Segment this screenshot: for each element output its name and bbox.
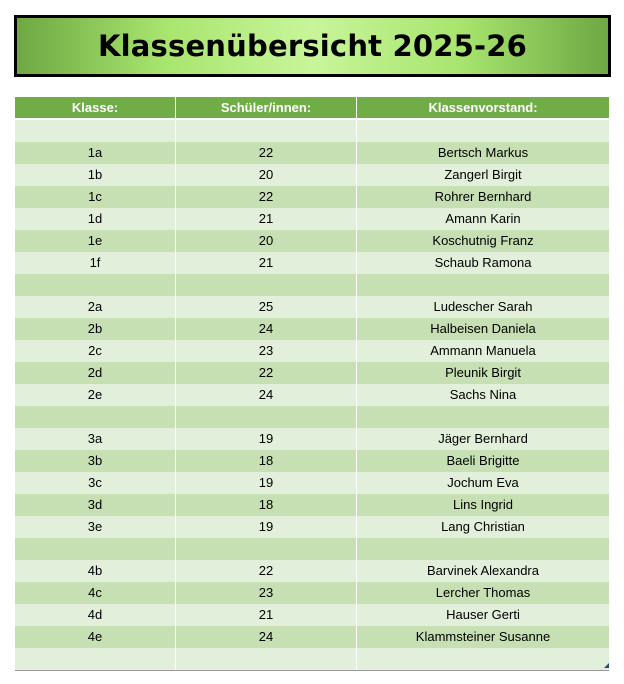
- cell-klasse[interactable]: [15, 648, 176, 670]
- cell-schueler[interactable]: 21: [176, 604, 357, 626]
- cell-klasse[interactable]: [15, 120, 176, 142]
- cell-schueler[interactable]: 24: [176, 384, 357, 406]
- table-row-blank: [15, 538, 609, 560]
- cell-klasse[interactable]: 1c: [15, 186, 176, 208]
- table-body: [15, 120, 609, 670]
- cell-klassenvorstand[interactable]: Barvinek Alexandra: [426, 563, 539, 578]
- cell-schueler[interactable]: 18: [176, 494, 357, 516]
- cell-klasse[interactable]: 2b: [15, 318, 176, 340]
- cell-klasse[interactable]: 1f: [15, 252, 176, 274]
- cell-klassenvorstand[interactable]: Bertsch Markus: [437, 145, 529, 160]
- cell-klassenvorstand[interactable]: Amann Karin: [445, 211, 521, 226]
- cell-schueler[interactable]: [176, 648, 357, 670]
- cell-klasse[interactable]: 2c: [15, 340, 176, 362]
- cell-klassenvorstand[interactable]: Halbeisen Daniela: [430, 321, 536, 336]
- cell-schueler[interactable]: 19: [176, 472, 357, 494]
- table-row: [15, 296, 609, 318]
- cell-klassenvorstand[interactable]: Pleunik Birgit: [445, 365, 521, 380]
- cell-klassenvorstand[interactable]: Baeli Brigitte: [446, 453, 520, 468]
- cell-schueler[interactable]: 22: [176, 186, 357, 208]
- cell-klasse[interactable]: 3d: [15, 494, 176, 516]
- title-banner: [14, 15, 611, 77]
- table-row: [15, 604, 609, 626]
- cell-schueler[interactable]: [176, 120, 357, 142]
- table-row: [15, 340, 609, 362]
- cell-klasse[interactable]: 3b: [15, 450, 176, 472]
- table-row-blank: [15, 274, 609, 296]
- cell-klasse[interactable]: 4e: [15, 626, 176, 648]
- cell-klassenvorstand[interactable]: [357, 274, 609, 296]
- table-row-blank: [15, 120, 609, 142]
- cell-klassenvorstand[interactable]: Lercher Thomas: [435, 585, 531, 600]
- cell-schueler[interactable]: 18: [176, 450, 357, 472]
- table-row: [15, 164, 609, 186]
- cell-schueler[interactable]: [176, 274, 357, 296]
- table-row: [15, 186, 609, 208]
- table-row: [15, 472, 609, 494]
- cell-schueler[interactable]: 19: [176, 428, 357, 450]
- table-row: [15, 142, 609, 164]
- cell-schueler[interactable]: 20: [176, 230, 357, 252]
- class-table: [15, 97, 609, 671]
- cell-klassenvorstand[interactable]: Ludescher Sarah: [433, 299, 533, 314]
- table-row-blank: [15, 648, 609, 670]
- cell-klassenvorstand[interactable]: Ammann Manuela: [430, 343, 536, 358]
- table-row: [15, 362, 609, 384]
- table-row: [15, 560, 609, 582]
- cell-klasse[interactable]: 4d: [15, 604, 176, 626]
- cell-klasse[interactable]: [15, 274, 176, 296]
- header-schueler[interactable]: Schüler/innen:: [176, 97, 357, 118]
- page-title: Klassenübersicht 2025-26: [97, 29, 528, 63]
- cell-klasse[interactable]: 1b: [15, 164, 176, 186]
- cell-schueler[interactable]: 22: [176, 142, 357, 164]
- cell-klassenvorstand[interactable]: Lins Ingrid: [453, 497, 513, 512]
- table-row: [15, 494, 609, 516]
- table-header-row: [15, 97, 609, 120]
- cell-klassenvorstand[interactable]: [357, 648, 609, 670]
- cell-klasse[interactable]: 1e: [15, 230, 176, 252]
- cell-schueler[interactable]: 22: [176, 362, 357, 384]
- cell-klassenvorstand[interactable]: Koschutnig Franz: [432, 233, 534, 248]
- cell-klassenvorstand[interactable]: Lang Christian: [441, 519, 525, 534]
- cell-schueler[interactable]: 23: [176, 340, 357, 362]
- cell-schueler[interactable]: 24: [176, 626, 357, 648]
- cell-klassenvorstand[interactable]: [357, 406, 609, 428]
- cell-klasse[interactable]: 3a: [15, 428, 176, 450]
- cell-klasse[interactable]: 2a: [15, 296, 176, 318]
- cell-schueler[interactable]: 24: [176, 318, 357, 340]
- cell-schueler[interactable]: 21: [176, 252, 357, 274]
- table-row: [15, 252, 609, 274]
- table-row: [15, 516, 609, 538]
- header-klasse[interactable]: Klasse:: [15, 97, 176, 118]
- cell-klasse[interactable]: 1d: [15, 208, 176, 230]
- cell-klassenvorstand[interactable]: Schaub Ramona: [434, 255, 532, 270]
- cell-klassenvorstand[interactable]: Jochum Eva: [447, 475, 519, 490]
- cell-klasse[interactable]: 2e: [15, 384, 176, 406]
- cell-klasse[interactable]: [15, 406, 176, 428]
- table-row: [15, 428, 609, 450]
- cell-klassenvorstand[interactable]: Sachs Nina: [449, 387, 517, 402]
- cell-schueler[interactable]: [176, 538, 357, 560]
- header-klassenvorstand[interactable]: Klassenvorstand:: [428, 100, 538, 115]
- cell-klasse[interactable]: 1a: [15, 142, 176, 164]
- cell-schueler[interactable]: 23: [176, 582, 357, 604]
- table-row: [15, 582, 609, 604]
- table-row: [15, 626, 609, 648]
- cell-klasse[interactable]: 2d: [15, 362, 176, 384]
- cell-klassenvorstand[interactable]: Klammsteiner Susanne: [415, 629, 551, 644]
- table-row: [15, 450, 609, 472]
- cell-klasse[interactable]: 4b: [15, 560, 176, 582]
- cell-klasse[interactable]: [15, 538, 176, 560]
- table-row: [15, 208, 609, 230]
- cell-schueler[interactable]: [176, 406, 357, 428]
- cell-schueler[interactable]: 21: [176, 208, 357, 230]
- cell-klasse[interactable]: 4c: [15, 582, 176, 604]
- cell-klasse[interactable]: 3e: [15, 516, 176, 538]
- cell-klassenvorstand[interactable]: [357, 538, 609, 560]
- cell-klasse[interactable]: 3c: [15, 472, 176, 494]
- cell-schueler[interactable]: 19: [176, 516, 357, 538]
- cell-klassenvorstand[interactable]: Jäger Bernhard: [438, 431, 528, 446]
- table-row-blank: [15, 406, 609, 428]
- cell-klassenvorstand[interactable]: Zangerl Birgit: [444, 167, 522, 182]
- cell-schueler[interactable]: 25: [176, 296, 357, 318]
- table-row: [15, 318, 609, 340]
- table-resize-handle[interactable]: [604, 663, 609, 668]
- cell-schueler[interactable]: 22: [176, 560, 357, 582]
- table-row: [15, 384, 609, 406]
- cell-klassenvorstand[interactable]: Rohrer Bernhard: [434, 189, 532, 204]
- cell-klassenvorstand[interactable]: Hauser Gerti: [446, 607, 520, 622]
- table-row: [15, 230, 609, 252]
- cell-klassenvorstand[interactable]: [357, 120, 609, 142]
- cell-schueler[interactable]: 20: [176, 164, 357, 186]
